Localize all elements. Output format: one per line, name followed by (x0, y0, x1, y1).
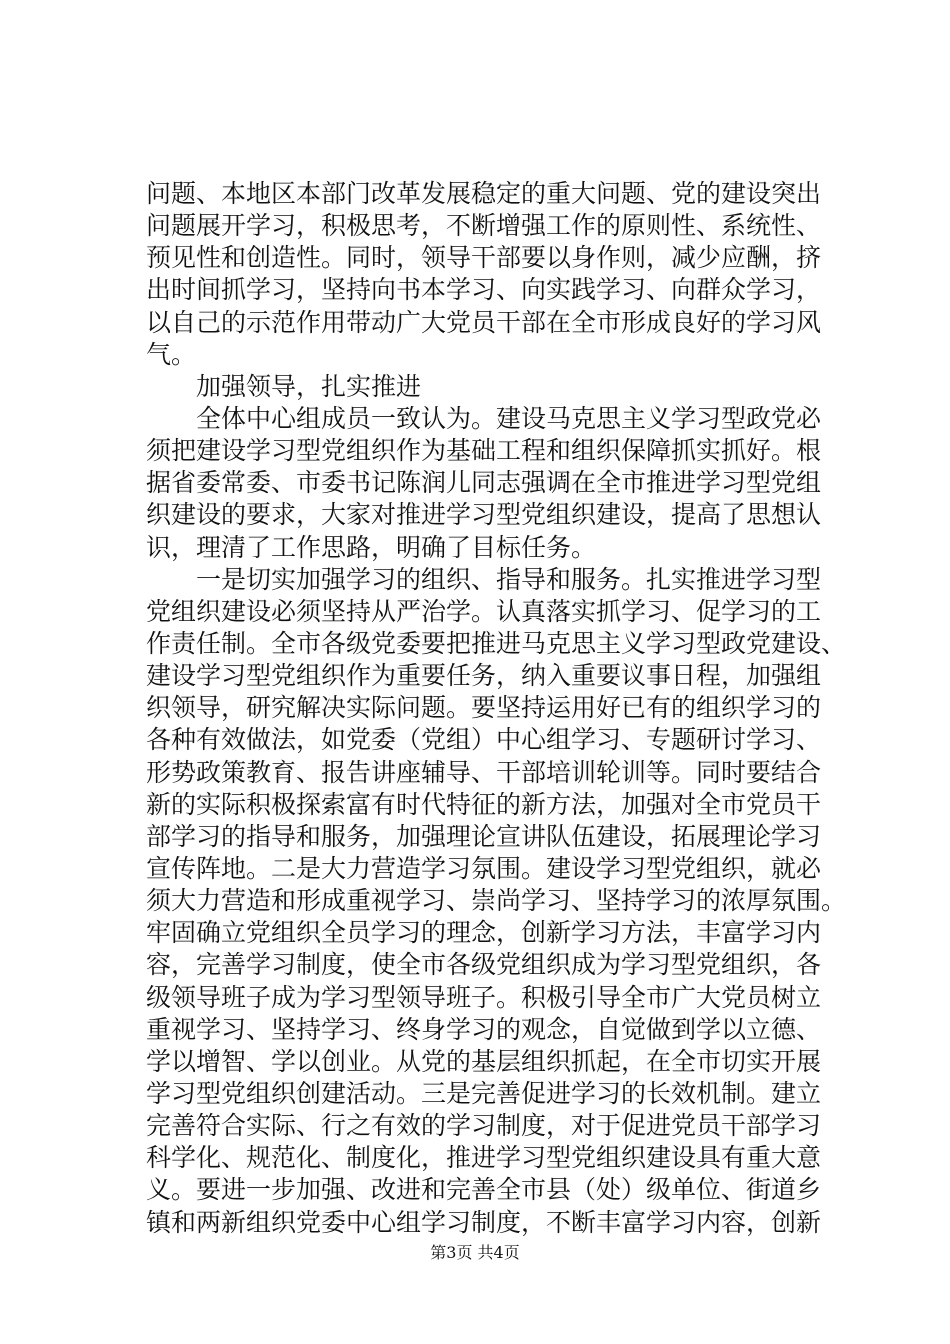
text-line: 级领导班子成为学习型领导班子。积极引导全市广大党员树立 (146, 982, 822, 1012)
text-line: 据省委常委、市委书记陈润儿同志强调在全市推进学习型党组 (146, 468, 822, 498)
text-line: 以自己的示范作用带动广大党员干部在全市形成良好的学习风 (146, 307, 822, 337)
text-line: 宣传阵地。二是大力营造学习氛围。建设学习型党组织，就必 (146, 853, 822, 883)
text-line: 织建设的要求，大家对推进学习型党组织建设，提高了思想认 (146, 500, 822, 530)
text-line: 问题展开学习，积极思考，不断增强工作的原则性、系统性、 (146, 211, 822, 241)
text-line: 部学习的指导和服务，加强理论宣讲队伍建设，拓展理论学习 (146, 821, 822, 851)
text-line: 问题、本地区本部门改革发展稳定的重大问题、党的建设突出 (146, 179, 822, 208)
text-line: 识，理清了工作思路，明确了目标任务。 (146, 532, 597, 562)
text-line: 出时间抓学习，坚持向书本学习、向实践学习、向群众学习， (146, 275, 822, 305)
text-line: 党组织建设必须坚持从严治学。认真落实抓学习、促学习的工 (146, 596, 822, 626)
text-line: 建设学习型党组织作为重要任务，纳入重要议事日程，加强组 (146, 661, 822, 691)
text-line: 重视学习、坚持学习、终身学习的观念，自觉做到学以立德、 (146, 1014, 822, 1044)
text-line: 镇和两新组织党委中心组学习制度，不断丰富学习内容，创新 (146, 1207, 822, 1237)
text-line: 预见性和创造性。同时，领导干部要以身作则，减少应酬，挤 (146, 243, 822, 273)
text-line: 新的实际积极探索富有时代特征的新方法，加强对全市党员干 (146, 789, 822, 819)
text-line: 形势政策教育、报告讲座辅导、干部培训轮训等。同时要结合 (146, 757, 822, 787)
text-line: 各种有效做法，如党委（党组）中心组学习、专题研讨学习、 (146, 725, 822, 755)
section-heading: 加强领导，扎实推进 (146, 371, 422, 401)
body-text (146, 178, 847, 1239)
page-footer: 第3页 共4页 (430, 1243, 520, 1262)
text-line: 一是切实加强学习的组织、指导和服务。扎实推进学习型 (146, 564, 822, 594)
text-line: 容，完善学习制度，使全市各级党组织成为学习型党组织，各 (146, 950, 822, 980)
text-line: 科学化、规范化、制度化，推进学习型党组织建设具有重大意 (146, 1143, 822, 1173)
text-line: 全体中心组成员一致认为。建设马克思主义学习型政党必 (146, 403, 822, 433)
text-line: 牢固确立党组织全员学习的理念，创新学习方法，丰富学习内 (146, 918, 822, 948)
text-line: 气。 (146, 339, 197, 369)
text-line: 作责任制。全市各级党委要把推进马克思主义学习型政党建设、 (146, 628, 847, 658)
text-line: 须大力营造和形成重视学习、崇尚学习、坚持学习的浓厚氛围。 (146, 886, 847, 916)
text-line: 织领导，研究解决实际问题。要坚持运用好已有的组织学习的 (146, 693, 822, 723)
text-line: 学以增智、学以创业。从党的基层组织抓起，在全市切实开展 (146, 1046, 822, 1076)
text-line: 完善符合实际、行之有效的学习制度，对于促进党员干部学习 (146, 1111, 822, 1141)
text-line: 义。要进一步加强、改进和完善全市县（处）级单位、街道乡 (146, 1175, 822, 1205)
text-line: 学习型党组织创建活动。三是完善促进学习的长效机制。建立 (146, 1078, 822, 1108)
text-line: 须把建设学习型党组织作为基础工程和组织保障抓实抓好。根 (146, 436, 822, 466)
